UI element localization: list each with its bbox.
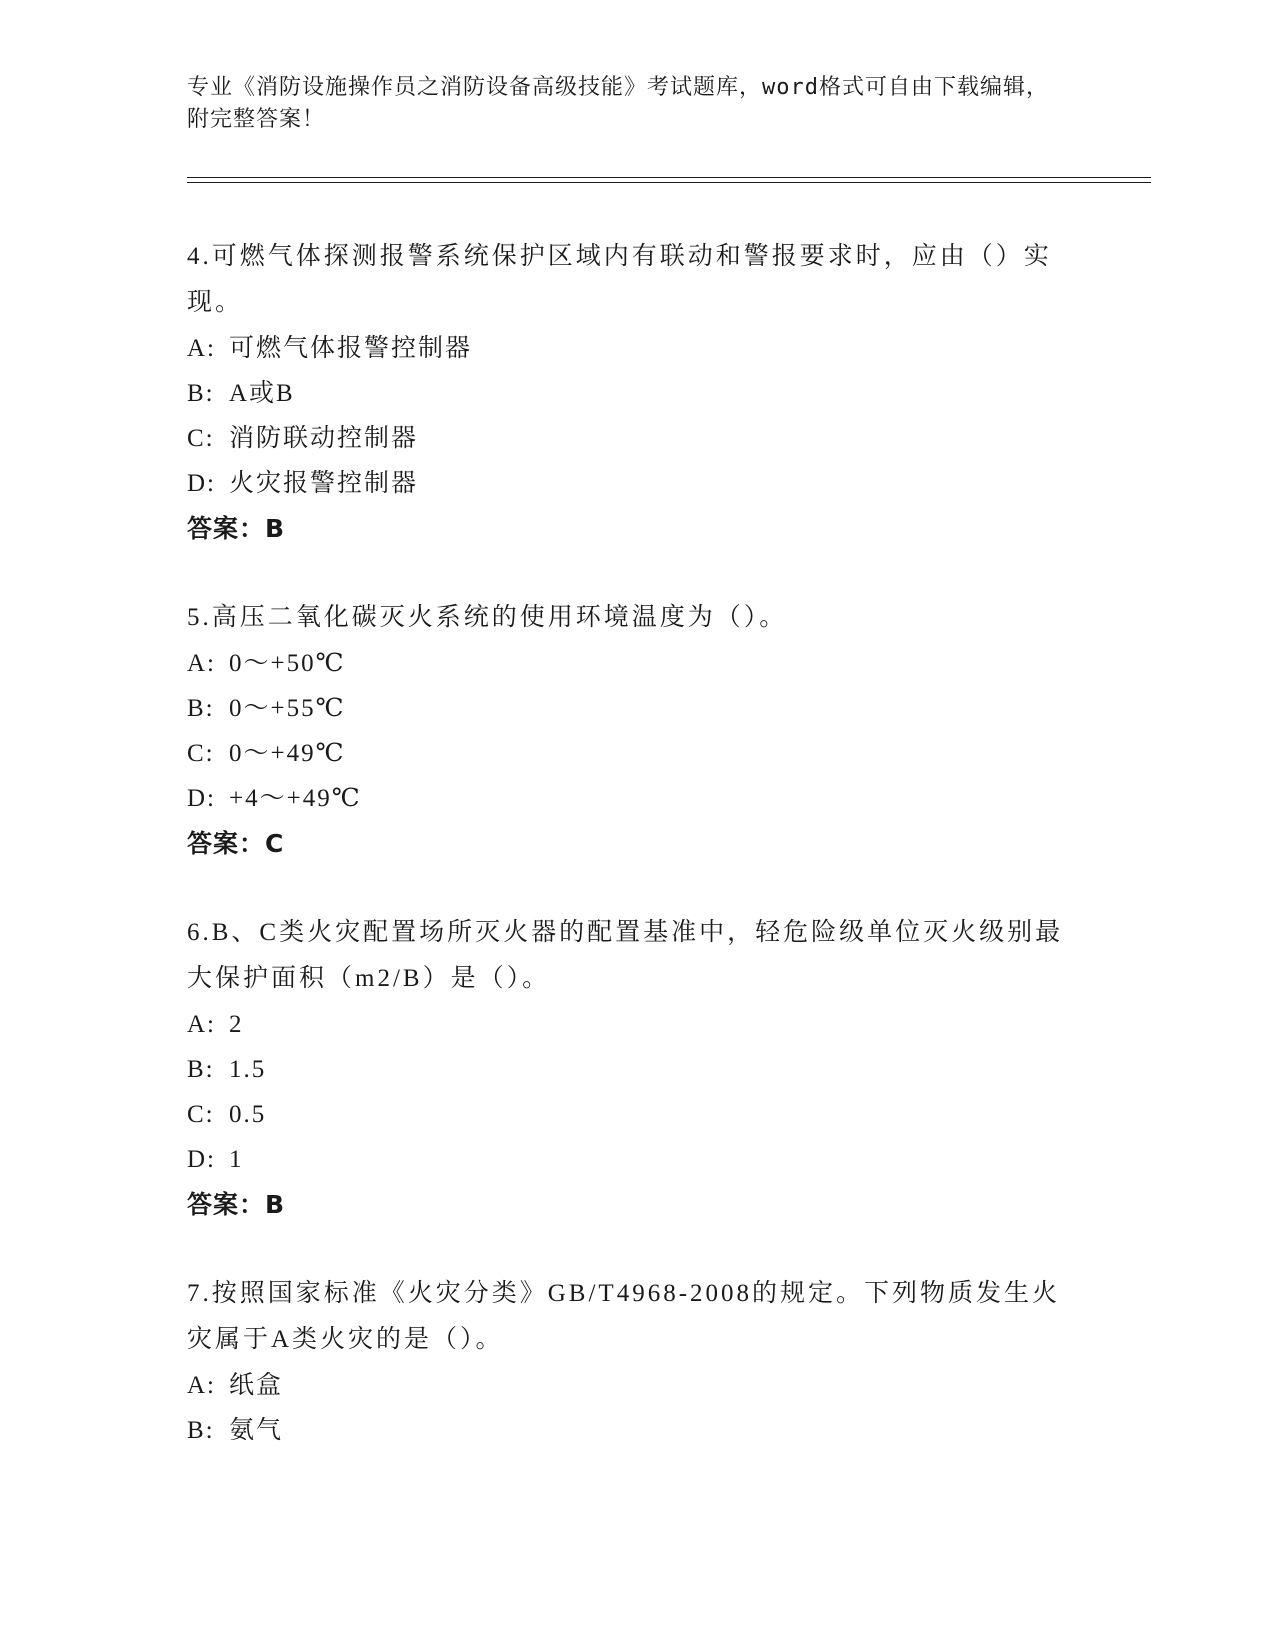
question-stem: 5.高压二氧化碳灭火系统的使用环境温度为（）。: [187, 604, 788, 631]
option-text: 火灾报警控制器: [229, 470, 419, 497]
option-c: [187, 416, 1087, 461]
option-letter: C:: [187, 1101, 215, 1128]
answer-line: 答案：B: [187, 1190, 286, 1219]
option-text: 0.5: [229, 1101, 267, 1128]
option-text: 消防联动控制器: [229, 425, 419, 452]
option-letter: B:: [187, 380, 215, 407]
option-text: 2: [229, 1011, 244, 1038]
document-header: 专业《消防设施操作员之消防设备高级技能》考试题库，word格式可自由下载编辑，附完整答案！: [187, 75, 1049, 132]
option-text: A或B: [229, 380, 295, 407]
question-stem: 7.按照国家标准《火灾分类》GB/T4968-2008的规定。下列物质发生火灾属于A类火灾的是（）。: [187, 1280, 1061, 1353]
option-letter: A:: [187, 1372, 216, 1399]
option-a: [187, 641, 1087, 686]
option-c: [187, 1092, 1087, 1137]
option-letter: B:: [187, 1417, 215, 1444]
option-b: [187, 1047, 1087, 1092]
question-7: [187, 1271, 1087, 1453]
question-list: [187, 234, 1087, 1496]
question-4: [187, 234, 1087, 552]
option-letter: C:: [187, 740, 215, 767]
option-letter: B:: [187, 1056, 215, 1083]
option-text: 1: [229, 1146, 244, 1173]
option-d: [187, 1137, 1087, 1182]
option-text: 0～+50℃: [229, 650, 346, 677]
option-letter: A:: [187, 1011, 216, 1038]
option-letter: D:: [187, 1146, 216, 1173]
question-5: [187, 595, 1087, 867]
option-letter: D:: [187, 470, 216, 497]
header-divider-bottom: [187, 182, 1151, 183]
option-letter: C:: [187, 425, 215, 452]
option-letter: A:: [187, 335, 216, 362]
option-text: +4～+49℃: [229, 785, 362, 812]
option-a: [187, 326, 1087, 371]
question-stem: 4.可燃气体探测报警系统保护区域内有联动和警报要求时，应由（）实现。: [187, 243, 1052, 316]
option-b: [187, 686, 1087, 731]
option-text: 氨气: [229, 1417, 284, 1444]
option-d: [187, 776, 1087, 821]
option-letter: D:: [187, 785, 216, 812]
question-6: [187, 910, 1087, 1228]
question-stem: 6.B、C类火灾配置场所灭火器的配置基准中，轻危险级单位灭火级别最大保护面积（m2/B）是（）。: [187, 919, 1064, 992]
option-text: 可燃气体报警控制器: [229, 335, 473, 362]
option-text: 0～+55℃: [229, 695, 346, 722]
option-a: [187, 1002, 1087, 1047]
option-b: [187, 371, 1087, 416]
answer-line: 答案：C: [187, 829, 285, 858]
option-c: [187, 731, 1087, 776]
option-b: [187, 1408, 1087, 1453]
option-text: 1.5: [229, 1056, 267, 1083]
option-d: [187, 461, 1087, 506]
option-a: [187, 1363, 1087, 1408]
option-text: 纸盒: [229, 1372, 284, 1399]
option-text: 0～+49℃: [229, 740, 346, 767]
option-letter: A:: [187, 650, 216, 677]
option-letter: B:: [187, 695, 215, 722]
header-divider-top: [187, 177, 1151, 178]
answer-line: 答案：B: [187, 514, 286, 543]
